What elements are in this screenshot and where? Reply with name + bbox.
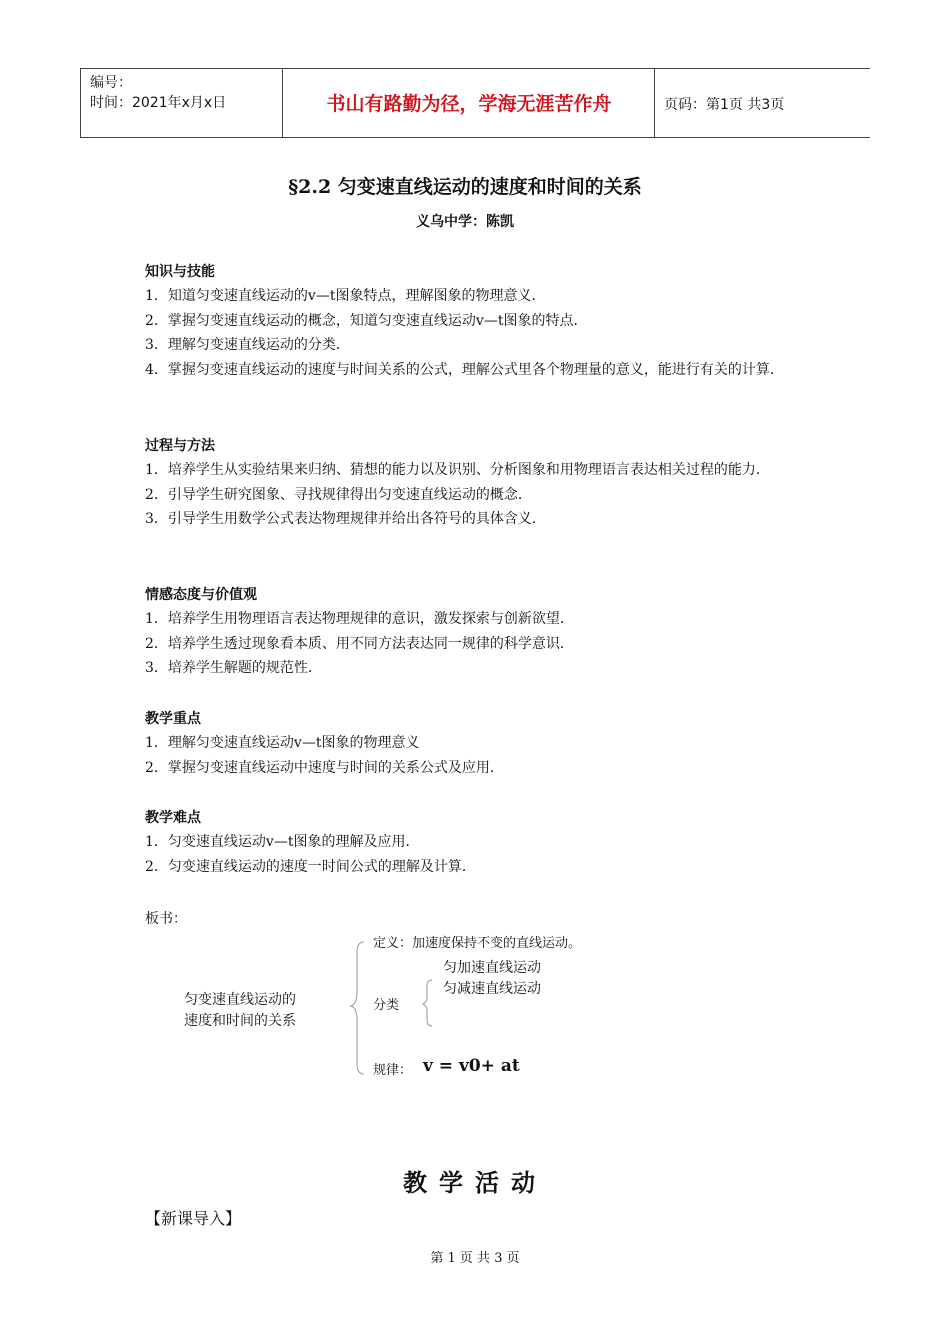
list-item: 1．理解匀变速直线运动v—t图象的物理意义 xyxy=(145,735,420,751)
board-law-formula: v = v0+ at xyxy=(423,1056,520,1076)
list-item: 3．引导学生用数学公式表达物理规律并给出各符号的具体含义． xyxy=(145,511,546,527)
section-heading: 知识与技能 xyxy=(145,264,215,280)
doc-title: §2.2 匀变速直线运动的速度和时间的关系 xyxy=(288,176,642,198)
list-item: 1．培养学生从实验结果来归纳、猜想的能力以及识别、分析图象和用物理语言表达相关过程的能力． xyxy=(145,462,770,478)
list-item: 3．培养学生解题的规范性． xyxy=(145,660,322,676)
section-heading: 情感态度与价值观 xyxy=(145,587,257,603)
list-item: 2．引导学生研究图象、寻找规律得出匀变速直线运动的概念． xyxy=(145,486,532,503)
board-category-label: 分类 xyxy=(373,998,400,1013)
list-item: 1．培养学生用物理语言表达物理规律的意识，激发探索与创新欲望． xyxy=(145,611,574,627)
new-lesson-heading: 【新课导入】 xyxy=(145,1209,242,1228)
page-info: 页码：第1页 共3页 xyxy=(664,97,785,113)
board-main-topic xyxy=(184,990,296,1032)
number-label: 编号： xyxy=(90,75,132,91)
list-item: 3．理解匀变速直线运动的分类． xyxy=(145,337,350,353)
board-decelerated: 匀减速直线运动 xyxy=(443,981,541,997)
board-main-line2: 速度和时间的关系 xyxy=(184,1013,296,1029)
list-item: 1．知道匀变速直线运动的v—t图象特点，理解图象的物理意义． xyxy=(145,288,546,304)
board-law-label: 规律： xyxy=(373,1063,413,1078)
board-label: 板书： xyxy=(145,911,187,927)
page-footer: 第 1 页 共 3 页 xyxy=(430,1251,520,1266)
list-item: 2．培养学生透过现象看本质、用不同方法表达同一规律的科学意识． xyxy=(145,635,574,652)
activity-title: 教学活动 xyxy=(403,1168,547,1197)
board-accelerated: 匀加速直线运动 xyxy=(443,960,541,976)
section-heading: 教学重点 xyxy=(145,711,201,727)
board-definition: 定义：加速度保持不变的直线运动。 xyxy=(373,936,582,951)
section-heading: 教学难点 xyxy=(145,810,201,826)
board-main-line1: 匀变速直线运动的 xyxy=(184,992,296,1008)
list-item: 1．匀变速直线运动v—t图象的理解及应用． xyxy=(145,834,420,850)
list-item: 2．匀变速直线运动的速度一时间公式的理解及计算． xyxy=(145,858,476,875)
board-categories xyxy=(443,958,541,1000)
list-item: 2．掌握匀变速直线运动中速度与时间的关系公式及应用． xyxy=(145,759,504,776)
list-item: 4．掌握匀变速直线运动的速度与时间关系的公式，理解公式里各个物理量的意义，能进行有关的计算． xyxy=(145,361,784,378)
list-item: 2．掌握匀变速直线运动的概念，知道匀变速直线运动v—t图象的特点． xyxy=(145,312,588,329)
motto: 书山有路勤为径，学海无涯苦作舟 xyxy=(326,93,612,115)
time-label: 时间：2021年x月x日 xyxy=(90,95,227,111)
doc-author: 义乌中学：陈凯 xyxy=(416,214,514,230)
section-heading: 过程与方法 xyxy=(145,438,215,454)
small-left-brace xyxy=(423,980,432,1026)
large-left-brace xyxy=(351,942,364,1074)
